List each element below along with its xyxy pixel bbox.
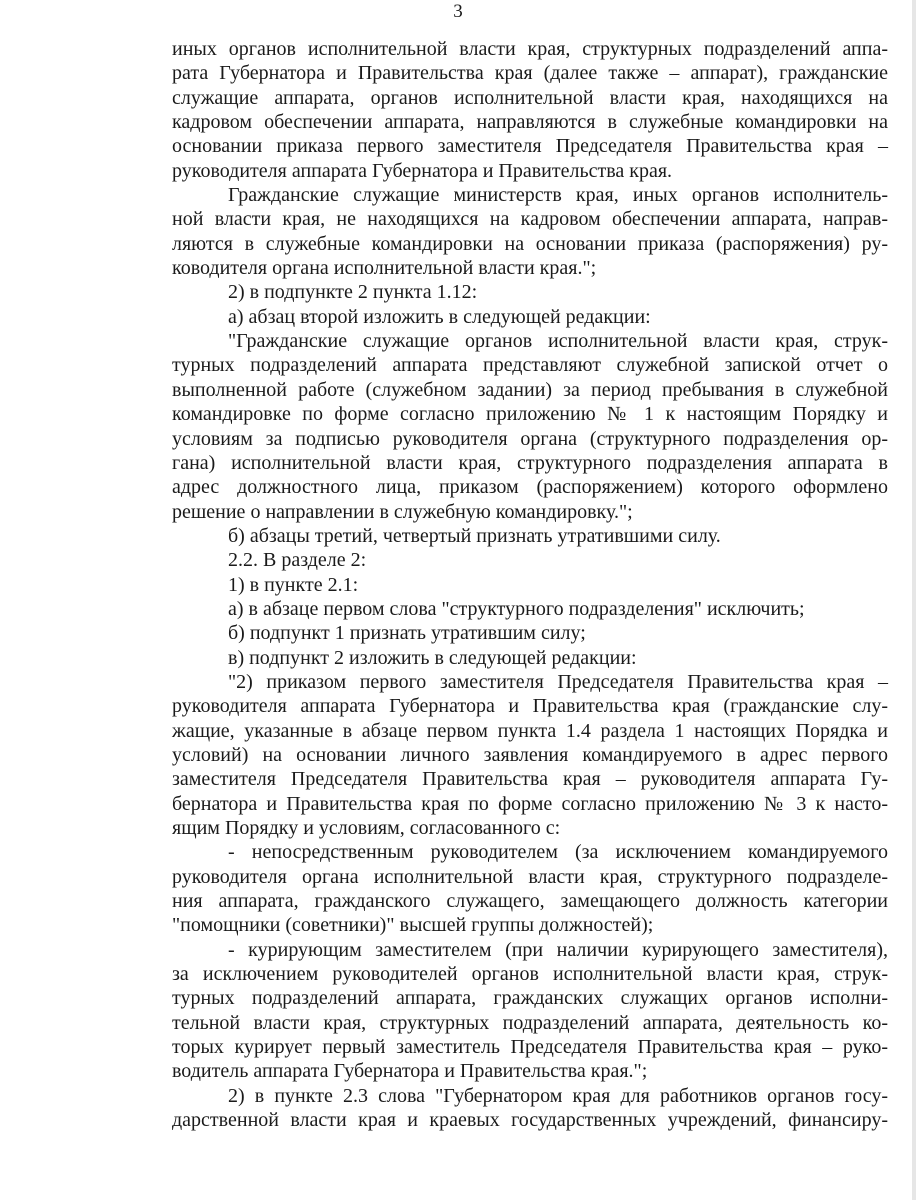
text-line: за исключением руководителей органов исполнительной власти края, струк-	[172, 963, 888, 986]
text-line: тельной власти края, структурных подразделений аппарата, деятельность ко-	[172, 1011, 888, 1034]
text-line: ящим Порядку и условиям, согласованного с:	[172, 817, 561, 839]
text-line: "помощники (советники)" высшей группы должностей);	[172, 914, 654, 937]
document-body	[0, 37, 916, 1132]
text-line: водитель аппарата Губернатора и Правительства края.";	[172, 1060, 648, 1083]
page-edge	[912, 0, 916, 1200]
text-line: турных подразделений аппарата, гражданских служащих органов исполни-	[172, 987, 888, 1010]
text-line: рата Губернатора и Правительства края (далее также – аппарат), гражданские	[172, 62, 888, 85]
page-number: 3	[453, 1, 463, 22]
text-line: служащие аппарата, органов исполнительной власти края, находящихся на	[172, 86, 888, 109]
text-line: ной власти края, не находящихся на кадровом обеспечении аппарата, направ-	[172, 208, 888, 231]
text-line: 2.2. В разделе 2:	[228, 549, 367, 572]
text-line: адрес должностного лица, приказом (распоряжением) которого оформлено	[172, 476, 888, 499]
text-line: Гражданские служащие министерств края, иных органов исполнитель-	[228, 184, 888, 207]
text-line: иных органов исполнительной власти края, структурных подразделений аппа-	[172, 38, 888, 60]
text-line: турных подразделений аппарата представляют служебной запиской отчет о	[172, 354, 888, 377]
text-line: решение о направлении в служебную командировку.";	[172, 500, 633, 523]
text-line: заместителя Председателя Правительства края – руководителя аппарата Гу-	[172, 768, 888, 791]
text-line: а) абзац второй изложить в следующей редакции:	[228, 305, 651, 328]
text-line: б) абзацы третий, четвертый признать утратившими силу.	[228, 524, 721, 547]
text-line: руководителя органа исполнительной власти края, структурного подразделе-	[172, 865, 888, 888]
text-line: дарственной власти края и краевых государственных учреждений, финансиру-	[172, 1109, 888, 1132]
text-line: условий) на основании личного заявления командируемого в адрес первого	[172, 743, 888, 766]
text-line: - непосредственным руководителем (за исключением командируемого	[228, 841, 888, 864]
text-line: - курирующим заместителем (при наличии курирующего заместителя),	[228, 938, 888, 961]
text-line: жащие, указанные в абзаце первом пункта 1.4 раздела 1 настоящих Порядка и	[172, 719, 888, 742]
text-line: бернатора и Правительства края по форме согласно приложению № 3 к насто-	[172, 792, 888, 815]
text-line: "Гражданские служащие органов исполнительной власти края, струк-	[228, 330, 888, 353]
text-line: руководителя аппарата Губернатора и Правительства края (гражданские слу-	[172, 695, 888, 718]
text-line: 1) в пункте 2.1:	[228, 573, 359, 596]
text-line: гана) исполнительной власти края, структурного подразделения аппарата в	[172, 451, 888, 474]
text-line: ния аппарата, гражданского служащего, замещающего должность категории	[172, 890, 888, 913]
text-line: кадровом обеспечении аппарата, направляются в служебные командировки на	[172, 111, 888, 134]
text-line: ководителя органа исполнительной власти края.";	[172, 257, 597, 280]
text-line: выполненной работе (служебном задании) за период пребывания в служебной	[172, 378, 888, 401]
text-line: б) подпункт 1 признать утратившим силу;	[228, 622, 586, 645]
text-line: торых курирует первый заместитель Председателя Правительства края – руко-	[172, 1036, 888, 1059]
text-line: 2) в пункте 2.3 слова "Губернатором края для работников органов госу-	[228, 1084, 888, 1107]
text-line: условиям за подписью руководителя органа (структурного подразделения ор-	[172, 427, 888, 450]
text-line: "2) приказом первого заместителя Председателя Правительства края –	[228, 670, 888, 693]
text-line: ляются в служебные командировки на основании приказа (распоряжения) ру-	[172, 232, 888, 255]
text-line: командировке по форме согласно приложению № 1 к настоящим Порядку и	[172, 403, 888, 426]
text-line: основании приказа первого заместителя Председателя Правительства края –	[172, 135, 888, 158]
text-line: руководителя аппарата Губернатора и Правительства края.	[172, 159, 673, 182]
text-line: 2) в подпункте 2 пункта 1.12:	[228, 281, 478, 304]
text-line: в) подпункт 2 изложить в следующей редакции:	[228, 646, 637, 669]
text-line: а) в абзаце первом слова "структурного подразделения" исключить;	[228, 597, 805, 620]
